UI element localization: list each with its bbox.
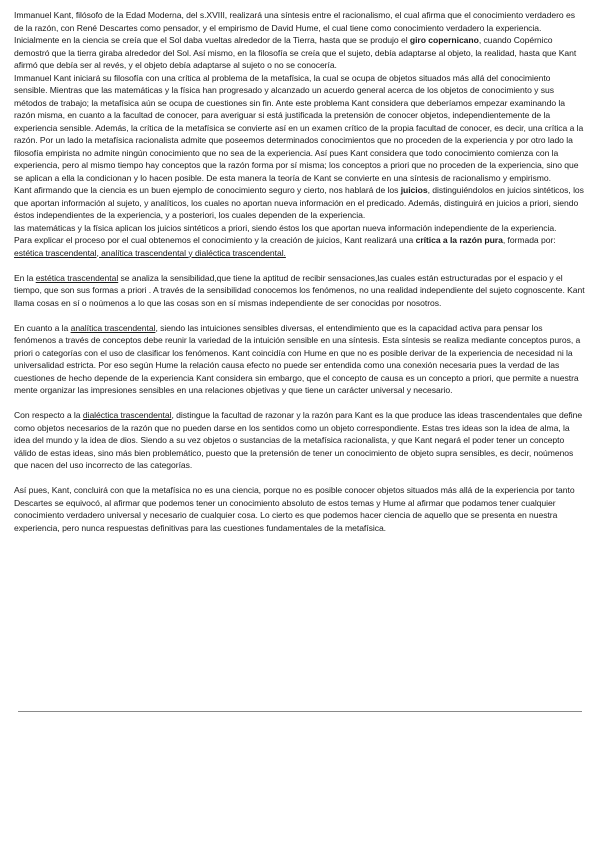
paragraph-gap — [14, 309, 586, 322]
text-segment: Con respecto a la — [14, 410, 83, 420]
paragraph-dialectica — [14, 409, 586, 472]
text-segment: Para explicar el proceso por el cual obtenemos el conocimiento y la creación de juicios, Kant realizará una — [14, 235, 416, 245]
paragraph-juicios — [14, 184, 586, 222]
paragraph-intro: Immanuel Kant, filósofo de la Edad Moderna, del s.XVIII, realizará una síntesis entre el racionalismo, el cual afirma que el conocimiento verdadero es de la razón, con René Descartes como pensador, y el empirismo de David Hume, el cual tiene como conocimiento verdadero la experiencia. — [14, 10, 575, 33]
document-body — [14, 9, 586, 534]
text-segment: , distingue la facultad de razonar y la razón para Kant es la que produce las ideas trascendentales que define como objetos necesarios de la razón que no pueden darse en los sentidos como un objeto correspondiente. Estas tres ideas son la idea de alma, la idea del mundo y la idea de dios. Siendo a su vez objetos o sustancias de la metafísica racionalista, y que Kant negará el poder tener un concepto válido de estas ideas, sino más bien problemático, puesto que la pretensión de tener un conocimiento de objeto supra sensibles, es decir, noúmenos que nacen del uso incorrecto de las categorías. — [14, 410, 583, 470]
text-segment: Inicialmente en la ciencia se creía que el Sol daba vueltas alrededor de la Tierra, hasta que se produjo el — [14, 35, 410, 45]
bold-term-giro-copernicano: giro copernicano — [409, 35, 479, 45]
paragraph-gap — [14, 259, 586, 272]
underlined-term-partes: estética trascendental, analítica trascendental y dialéctica trascendental. — [14, 247, 286, 258]
paragraph-giro-copernicano — [14, 34, 586, 72]
text-segment: , siendo las intuiciones sensibles diversas, el entendimiento que es la capacidad activa para pensar los fenómenos a través de conceptos debe reunir la variedad de la intuición sensible en una síntesis. Esta síntesis se realiza mediante conceptos puros, a priori o categorías con el uso de clasificar los fenómenos. Kant coincidía con Hume en que no es posible derivar de la experiencia de necesidad ni la universalidad estricta. Por eso según Hume la relación causa efecto no puede ser entendida como una conexión necesaria pues la verdad de las cuestiones de hecho depende de la experiencia Kant considera sin embargo, que el concepto de causa es un concepto a priori, que permite a nuestra mente organizar las impresiones sensibles en una relaciones objetivas y que tiene un carácter universal y necesario. — [14, 322, 581, 395]
underlined-term-analitica: analítica trascendental — [70, 322, 156, 333]
text-segment: Kant afirmando que la ciencia es un buen ejemplo de conocimiento seguro y cierto, nos hablará de los — [14, 185, 401, 195]
paragraph-analitica — [14, 322, 586, 397]
underlined-term-dialectica: dialéctica trascendental — [82, 410, 172, 420]
bold-term-juicios: juicios — [400, 185, 428, 195]
paragraph-gap — [14, 472, 586, 485]
text-segment: se analiza la sensibilidad,que tiene la aptitud de recibir sensaciones,las cuales están estructuradas por el espacio y el tiempo, que son sus formas a priori . A través de la sensibilidad conocemos los fenómenos, no una realidad independiente del sujeto cognoscente. Kant llama cosas en sí o noúmenos a lo que las cosas son en sí mismas independiente de ser conocidas por nosotros. — [14, 272, 585, 308]
underlined-term-estetica: estética trascendental — [35, 272, 119, 283]
paragraph-gap — [14, 397, 586, 410]
text-segment: En la — [14, 272, 36, 283]
paragraph-estetica — [14, 272, 586, 310]
paragraph-critica — [14, 234, 586, 259]
horizontal-divider — [18, 711, 582, 712]
paragraph-metafisica: Immanuel Kant iniciará su filosofía con una crítica al problema de la metafísica, la cual se ocupa de objetos situados más allá del conocimiento sensible. Mientras que las matemáticas y la física han progresado y alcanzado un acuerdo general acerca de los objetos de conocimiento y sus métodos de trabajo; la metafísica aún se ocupa de cuestiones sin fin. Ante este problema Kant considera que deberíamos empezar examinando la razón misma, en cuanto a la facultad de conocer, para averiguar si está justificada la pretensión de conocer objetos, independientemente de la experiencia sensible. Además, la crítica de la metafísica se convierte así en un examen crítico de la propia facultad de conocer, es decir, una crítica a la razón. Por un lado la metafísica racionalista admite que poseemos determinados conocimientos que no proceden de la experiencia y por otro lado la filosofía empirista no admite ningún conocimiento que no sea de la experiencia. Así pues Kant considera que todo conocimiento comienza con la experiencia, pero al mismo tiempo hay conceptos que la razón forma por sí misma; los conceptos a priori que no proceden de la experiencia, sino que se aplican a ella la condicionan y lo hacen posible. De esta manera la teoría de Kant se convierte en una síntesis de racionalismo y empirismo. — [14, 72, 584, 183]
paragraph-conclusion: Así pues, Kant, concluirá con que la metafísica no es una ciencia, porque no es posible conocer objetos situados más allá de la experiencia por tanto Descartes se equivocó, al afirmar que podemos tener un conocimiento absoluto de estos temas y Hume al afirmar que podamos tener cualquier conocimiento verdadero universal y necesario de cualquier cosa. Lo cierto es que podemos hacer ciencia de aquello que se presenta en nuestra experiencia, pero nunca respuestas definitivas para las cuestiones fundamentales de la metafísica. — [14, 485, 575, 533]
text-segment: , distinguiéndolos en juicios sintéticos, los que aportan información al sujeto, y analíticos, los cuales no aportan nueva información en el predicado. Además, distinguirá en juicios a priori, siendo éstos independientes de la experiencia, y a posteriori, los cuales dependen de la experiencia. — [14, 185, 584, 220]
text-segment: , formada por: — [502, 235, 556, 245]
text-segment: En cuanto a la — [14, 322, 71, 333]
text-segment: , cuando Copérnico demostró que la tierra giraba alrededor del Sol. Así mismo, en la filosofía se creía que el sujeto, debía adaptarse al objeto, la realidad, hasta que Kant afirmó que debía ser al revés, y el objeto debía adaptarse al sujeto o no se conocería. — [14, 35, 577, 70]
paragraph-matematicas: las matemáticas y la física aplican los juicios sintéticos a priori, siendo éstos los que aportan nueva información independiente de la experiencia. — [14, 222, 557, 233]
bold-term-critica-razon-pura: crítica a la razón pura — [415, 235, 503, 245]
